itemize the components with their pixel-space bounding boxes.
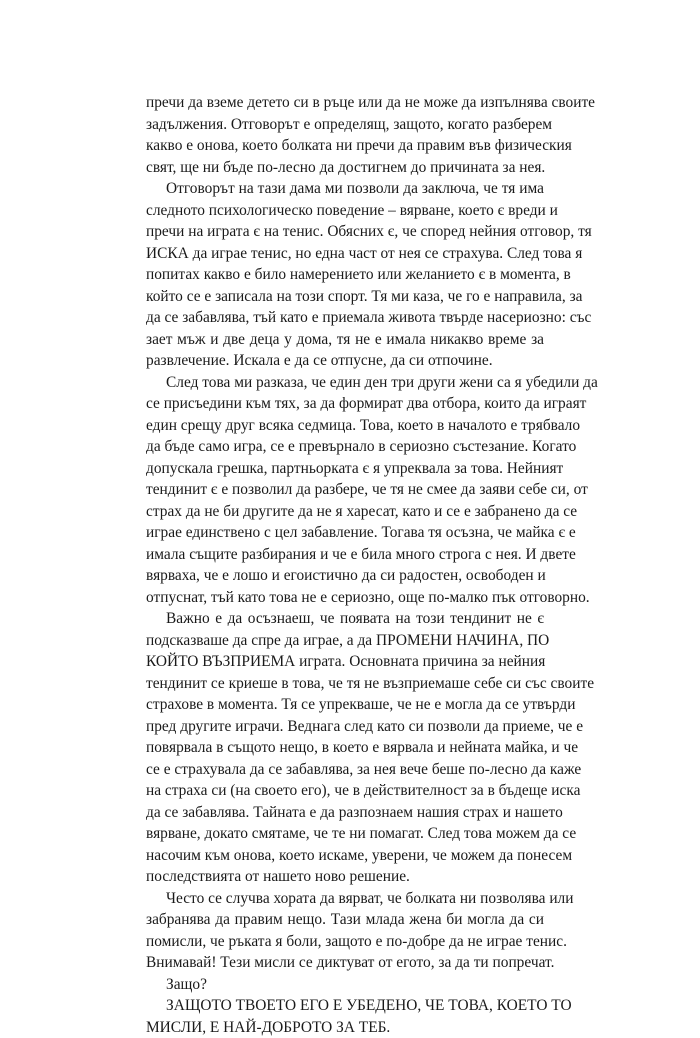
text-line: насочим към онова, което искаме, уверени, че можем да понесем: [146, 845, 544, 867]
text-line: на страха си (на своето его), че в действителност за в бъдеще иска: [146, 780, 544, 802]
text-line: вярваха, че е лошо и егоистично да си радостен, освободен и: [146, 565, 544, 587]
paragraph-p6: [146, 974, 544, 996]
text-line: който се е записала на този спорт. Тя ми каза, че го е направила, за: [146, 286, 544, 308]
text-line: отпуснат, тъй като това не е сериозно, още по-малко пък отговорно.: [146, 587, 544, 609]
text-line: пред другите играчи. Веднага след като си позволи да приеме, че е: [146, 716, 544, 738]
text-line: След това ми разказа, че един ден три други жени са я убедили да: [146, 372, 544, 394]
text-line: пречи да вземе детето си в ръце или да не може да изпълнява своите: [146, 92, 544, 114]
text-line: попитах какво е било намерението или желанието є в момента, в: [146, 264, 544, 286]
text-line: Внимавай! Тези мисли се диктуват от егото, за да ти попречат.: [146, 952, 544, 974]
document-page: [146, 92, 544, 1038]
text-line: тендинит є е позволил да разбере, че тя не смее да заяви себе си, от: [146, 479, 544, 501]
paragraph-p4: [146, 608, 544, 888]
text-line: какво е онова, което болката ни пречи да правим във физическия: [146, 135, 544, 157]
text-line: да се забавлява, тъй като е приемала живота твърде насериозно: със: [146, 307, 544, 329]
text-line: Често се случва хората да вярват, че болката ни позволява или: [146, 888, 544, 910]
text-line: помисли, че ръката я боли, защото е по-добре да не играе тенис.: [146, 931, 544, 953]
text-line: повярвала в същото нещо, в което е вярвала и нейната майка, и че: [146, 737, 544, 759]
text-line: да се забавлява. Тайната е да разпознаем нашия страх и нашето: [146, 802, 544, 824]
text-line: подсказваше да спре да играе, а да ПРОМЕНИ НАЧИНА, ПО: [146, 630, 544, 652]
text-line: вярване, докато смятаме, че те ни помагат. След това можем да се: [146, 823, 544, 845]
paragraph-p5: [146, 888, 544, 974]
paragraph-p7: [146, 995, 544, 1038]
paragraph-p2: [146, 178, 544, 372]
text-line: пречи на играта є на тенис. Обясних є, че според нейния отговор, тя: [146, 221, 544, 243]
text-line: страхове в момента. Тя се упрекваше, че не е могла да се утвърди: [146, 694, 544, 716]
text-line: ЗАЩОТО ТВОЕТО ЕГО Е УБЕДЕНО, ЧЕ ТОВА, КОЕТО ТО: [146, 995, 544, 1017]
text-line: забранява да правим нещо. Тази млада жена би могла да си: [146, 909, 544, 931]
text-line: свят, ще ни бъде по-лесно да достигнем до причината за нея.: [146, 157, 544, 179]
paragraph-p1: [146, 92, 544, 178]
text-line: се е страхувала да се забавлява, за нея вече беше по-лесно да каже: [146, 759, 544, 781]
text-line: да бъде само игра, се е превърнало в сериозно състезание. Когато: [146, 436, 544, 458]
paragraph-p3: [146, 372, 544, 609]
text-line: зает мъж и две деца у дома, тя не е имала никакво време за: [146, 329, 544, 351]
text-line: играе единствено с цел забавление. Тогава тя осъзна, че майка є е: [146, 522, 544, 544]
text-line: имала същите разбирания и че е била много строга с нея. И двете: [146, 544, 544, 566]
text-line: се присъедини към тях, за да формират два отбора, които да играят: [146, 393, 544, 415]
text-line: тендинит се криеше в това, че тя не възприемаше себе си със своите: [146, 673, 544, 695]
text-line: ИСКА да играе тенис, но една част от нея се страхува. След това я: [146, 243, 544, 265]
text-line: допускала грешка, партньорката є я упреквала за това. Нейният: [146, 458, 544, 480]
text-line: един срещу друг всяка седмица. Това, което в началото е трябвало: [146, 415, 544, 437]
text-line: задължения. Отговорът е определящ, защото, когато разберем: [146, 114, 544, 136]
text-line: развлечение. Искала е да се отпусне, да си отпочине.: [146, 350, 544, 372]
text-line: Отговорът на тази дама ми позволи да заключа, че тя има: [146, 178, 544, 200]
text-line: Важно е да осъзнаеш, че появата на този тендинит не є: [146, 608, 544, 630]
text-line: Защо?: [146, 974, 544, 996]
text-line: последствията от нашето ново решение.: [146, 866, 544, 888]
text-line: страх да не би другите да не я харесат, като и се е забранено да се: [146, 501, 544, 523]
text-line: МИСЛИ, Е НАЙ-ДОБРОТО ЗА ТЕБ.: [146, 1017, 544, 1038]
text-line: следното психологическо поведение – вярване, което є вреди и: [146, 200, 544, 222]
text-line: КОЙТО ВЪЗПРИЕМА играта. Основната причина за нейния: [146, 651, 544, 673]
